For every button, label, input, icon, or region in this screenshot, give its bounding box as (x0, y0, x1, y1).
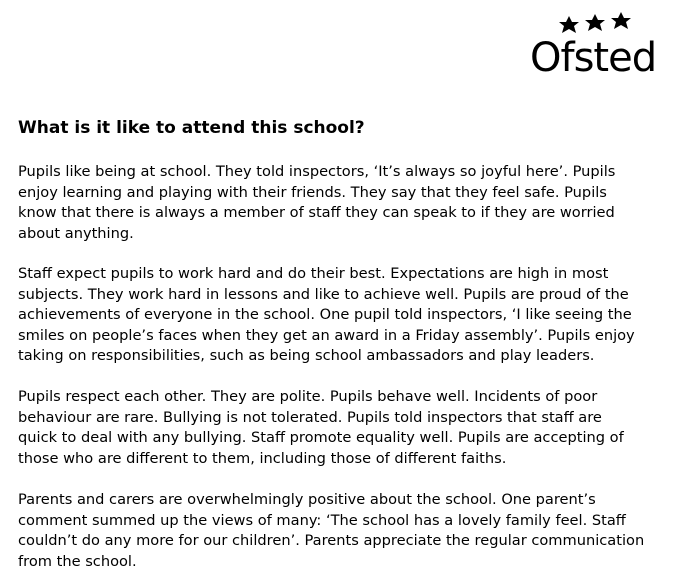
ofsted-logo (530, 12, 660, 82)
text-line: achievements of everyone in the school. One pupil told inspectors, ‘I like seeing the (18, 306, 632, 323)
text-line: know that there is always a member of staff they can speak to if they are worried (18, 204, 615, 221)
paragraph-pupils-respect (18, 387, 668, 469)
text-line: couldn’t do any more for our children’. Parents appreciate the regular communication (18, 532, 645, 549)
text-line: subjects. They work hard in lessons and like to achieve well. Pupils are proud of the (18, 285, 629, 303)
text-line: from the school. (18, 552, 137, 570)
text-line: about anything. (18, 224, 134, 242)
text-line: comment summed up the views of many: ‘The school has a lovely family feel. Staff (18, 511, 626, 529)
paragraph-parents-carers (18, 490, 668, 572)
paragraph-staff-expectations (18, 264, 668, 367)
text-line: behaviour are rare. Bullying is not tolerated. Pupils told inspectors that staff are (18, 408, 602, 426)
text-line: taking on responsibilities, such as being school ambassadors and play leaders. (18, 347, 595, 364)
text-line: those who are different to them, including those of different faiths. (18, 449, 507, 467)
text-line: Parents and carers are overwhelmingly positive about the school. One parent’s (18, 491, 596, 508)
text-line: Staff expect pupils to work hard and do their best. Expectations are high in most (18, 265, 609, 282)
ofsted-wordmark: Ofsted (530, 35, 657, 81)
section-heading: What is it like to attend this school? (18, 118, 365, 138)
paragraph-pupils-enjoy (18, 162, 668, 244)
text-line: enjoy learning and playing with their friends. They say that they feel safe. Pupils (18, 183, 607, 201)
text-line: Pupils respect each other. They are polite. Pupils behave well. Incidents of poor (18, 388, 598, 405)
text-line: smiles on people’s faces when they get an award in a Friday assembly’. Pupils enjoy (18, 326, 635, 344)
text-line: quick to deal with any bullying. Staff promote equality well. Pupils are accepting of (18, 429, 624, 446)
text-line: Pupils like being at school. They told inspectors, ‘It’s always so joyful here’. Pupils (18, 163, 616, 180)
